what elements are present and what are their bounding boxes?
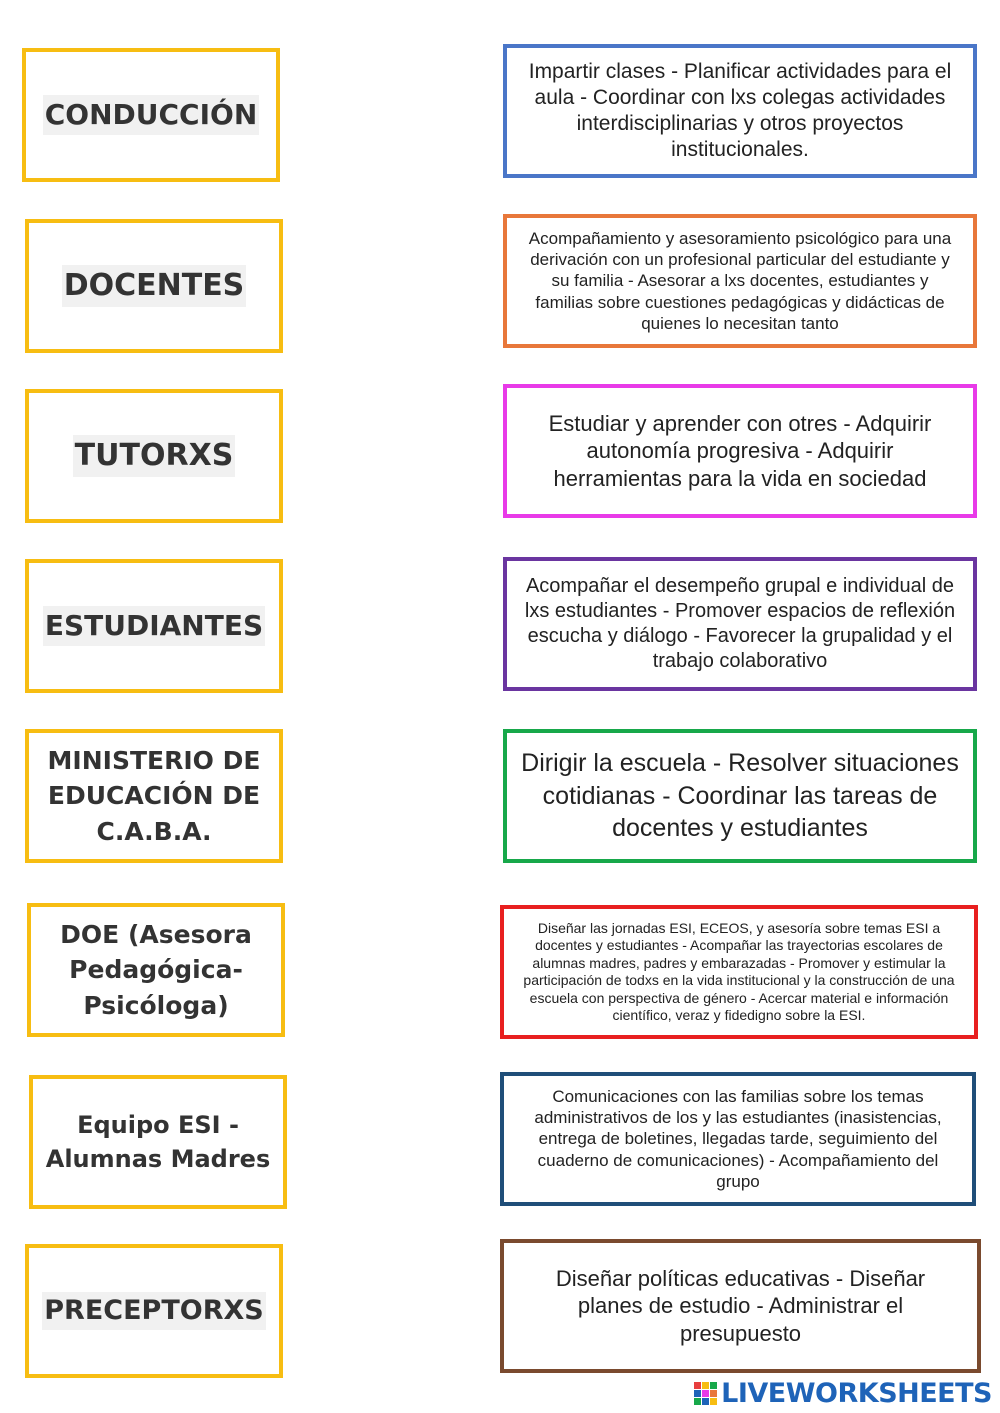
left-card-equipo-esi[interactable] xyxy=(29,1075,287,1209)
right-card-text: Dirigir la escuela - Resolver situaciones cotidianas - Coordinar las tareas de docentes y estudiantes xyxy=(521,749,959,843)
right-card-text: Estudiar y aprender con otres - Adquirir autonomía progresiva - Adquirir herramientas para la vida en sociedad xyxy=(548,410,932,491)
right-card-text: Acompañar el desempeño grupal e individual de lxs estudiantes - Promover espacios de reflexión escucha y diálogo - Favorecer la grupalidad y el trabajo colaborativo xyxy=(524,575,956,672)
left-card-docentes[interactable] xyxy=(25,219,283,353)
left-card-preceptorxs[interactable] xyxy=(25,1244,283,1378)
left-card-label: DOCENTES xyxy=(62,265,247,308)
left-card-label: DOE (Asesora Pedagógica- Psicóloga) xyxy=(60,919,252,1020)
right-card-text: Impartir clases - Planificar actividades para el aula - Coordinar con lxs colegas actividades interdisciplinarias y otros proyectos institucionales. xyxy=(528,59,952,162)
left-card-ministerio[interactable] xyxy=(25,729,283,863)
left-card-label: Equipo ESI - Alumnas Madres xyxy=(45,1110,271,1173)
right-card-text: Diseñar políticas educativas - Diseñar planes de estudio - Administrar el presupuesto xyxy=(555,1265,926,1346)
liveworksheets-logo-icon xyxy=(694,1382,717,1405)
left-card-label: PRECEPTORXS xyxy=(42,1292,266,1330)
left-card-conduccion[interactable] xyxy=(22,48,280,182)
left-card-label: CONDUCCIÓN xyxy=(43,95,260,135)
left-card-estudiantes[interactable] xyxy=(25,559,283,693)
right-card-comunicaciones-familias[interactable] xyxy=(500,1072,976,1206)
right-card-dirigir-escuela[interactable] xyxy=(503,729,977,863)
brand-name: LIVEWORKSHEETS xyxy=(721,1378,992,1409)
left-card-label: TUTORXS xyxy=(73,435,236,478)
right-card-text: Diseñar las jornadas ESI, ECEOS, y asesoría sobre temas ESI a docentes y estudiantes - Acompañar las trayectorias escolares de alumnas madres, padres y embarazadas - Promover y estimular la participación de todxs en la vida institucional y la construcción de una escuela con perspectiva de género - Acercar material e información científico, veraz y fidedigno sobre la ESI. xyxy=(523,919,955,1023)
right-card-disenar-politicas[interactable] xyxy=(500,1239,981,1373)
left-card-label: ESTUDIANTES xyxy=(43,606,265,646)
right-card-disenar-jornadas-esi[interactable] xyxy=(500,905,978,1039)
right-card-acompanamiento-psicologico[interactable] xyxy=(503,214,977,348)
left-card-label: MINISTERIO DE EDUCACIÓN DE C.A.B.A. xyxy=(47,745,261,846)
right-card-impartir-clases[interactable] xyxy=(503,44,977,178)
left-card-doe[interactable] xyxy=(27,903,285,1037)
right-card-acompanar-desempeno[interactable] xyxy=(503,557,977,691)
liveworksheets-logo[interactable] xyxy=(694,1378,992,1409)
right-card-text: Acompañamiento y asesoramiento psicológico para una derivación con un profesional particular del estudiante y su familia - Asesorar a lxs docentes, estudiantes y familias sobre cuestiones pedagógicas y didácticas de quienes lo necesitan tanto xyxy=(528,228,952,333)
right-card-estudiar-aprender[interactable] xyxy=(503,384,977,518)
right-card-text: Comunicaciones con las familias sobre los temas administrativos de los y las estudiantes (inasistencias, entrega de boletines, llegadas tarde, seguimiento del cuaderno de comunicaciones) - Acompañamiento del grupo xyxy=(534,1086,942,1191)
left-card-tutorxs[interactable] xyxy=(25,389,283,523)
